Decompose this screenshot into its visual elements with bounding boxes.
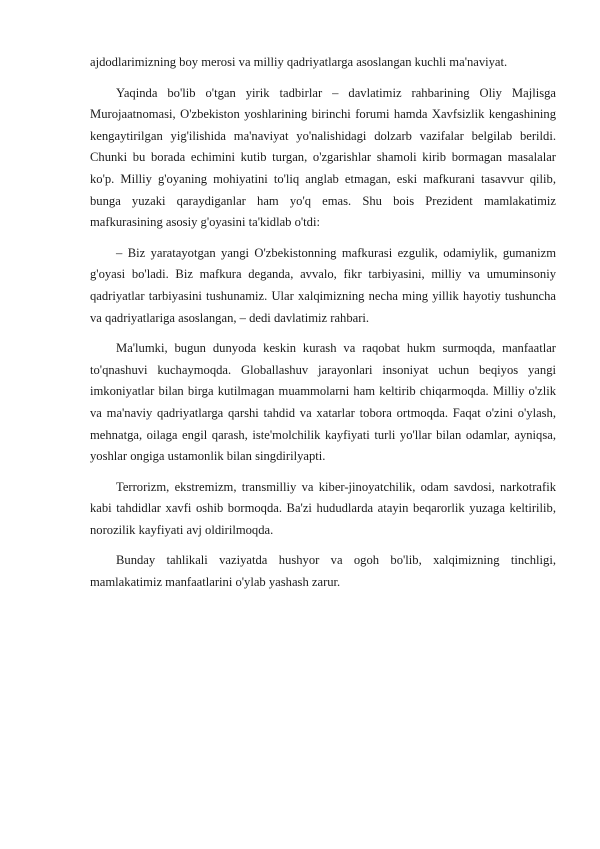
paragraph: Bunday tahlikali vaziyatda hushyor va ogoh bo'lib, xalqimizning tinchligi, mamlakatimiz manfaatlarini o'ylab yashash zarur. (90, 553, 556, 590)
paragraph: Ma'lumki, bugun dunyoda keskin kurash va raqobat hukm surmoqda, manfaatlar to'qnashuvi kuchaymoqda. Globallashuv jarayonlari insoniyat uchun beqiyos yangi imkoniyatlar bilan birga kutilmagan muammolarni ham keltirib chiqarmoqda. Milliy o'zlik va ma'naviy qadriyatlarga qarshi tahdid va xatarlar tobora ortmoqda. Faqat o'zini o'ylash, mehnatga, oilaga engil qarash, iste'molchilik kayfiyati turli yo'llar bilan odamlar, ayniqsa, yoshlar ongiga ustamonlik bilan singdirilyapti. (90, 341, 556, 464)
paragraph: Yaqinda bo'lib o'tgan yirik tadbirlar – davlatimiz rahbarining Oliy Majlisga Murojaatnomasi, O'zbekiston yoshlarining birinchi forumi hamda Xavfsizlik kengashining kengaytirilgan yig'ilishida ma'naviyat yo'nalishidagi dolzarb vazifalar belgilab berildi. Chunki bu borada echimini kutib turgan, o'zgarishlar shamoli kirib bormagan masalalar ko'p. Milliy g'oyaning mohiyatini to'liq anglab etmagan, eski mafkurani tasavvur qilib, bunga yuzaki qaraydiganlar ham yo'q emas. Shu bois Prezident mamlakatimiz mafkurasining asosiy g'oyasini ta'kidlab o'tdi: (90, 85, 556, 230)
document-body (90, 52, 556, 603)
paragraph: – Biz yaratayotgan yangi O'zbekistonning mafkurasi ezgulik, odamiylik, gumanizm g'oyasi bo'ladi. Biz mafkura deganda, avvalo, fikr tarbiyasini, milliy va umuminsoniy qadriyatlar tarbiyasini tushunamiz. Ular xalqimizning necha ming yillik hayotiy tushuncha va qadriyatlariga asoslangan, – dedi davlatimiz rahbari. (90, 245, 556, 325)
paragraph: ajdodlarimizning boy merosi va milliy qadriyatlarga asoslangan kuchli ma'naviyat. (90, 55, 508, 69)
paragraph: Terrorizm, ekstremizm, transmilliy va kiber-jinoyatchilik, odam savdosi, narkotrafik kabi tahdidlar xavfi oshib bormoqda. Ba'zi hududlarda atayin beqarorlik yuzaga keltirilib, norozilik kayfiyati avj oldirilmoqda. (90, 479, 556, 537)
